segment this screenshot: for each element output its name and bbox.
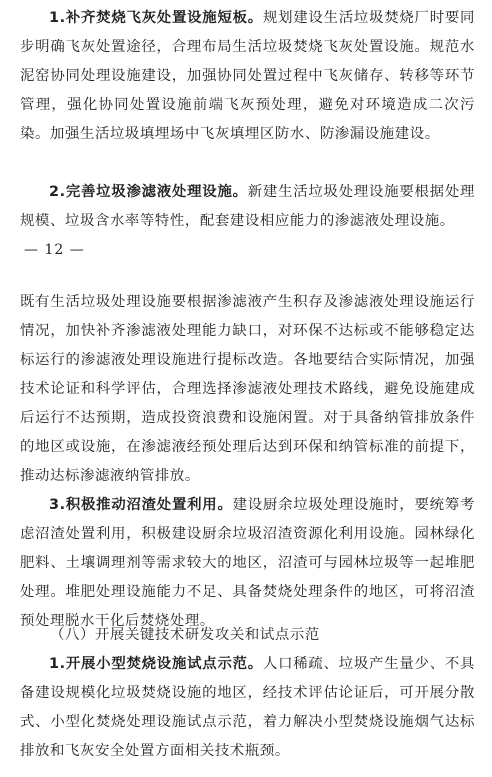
paragraph-leachate [20,178,475,236]
item-heading-biogas-residue: 3.积极推动沼渣处置利用。 [49,497,233,513]
item-body-leachate: 新建生活垃圾处理设施要根据处理规模、垃圾含水率等特性，配套建设相应能力的渗滤液处理设施。 [20,184,475,229]
paragraph-biogas-residue [20,491,475,636]
item-heading-small-incineration: 1.开展小型焚烧设施试点示范。 [49,656,263,672]
item-heading-leachate: 2.完善垃圾渗滤液处理设施。 [49,184,248,200]
item-body-small-incineration: 人口稀疏、垃圾产生量少、不具备建设规模化垃圾焚烧设施的地区，经技术评估论证后，可开展分散式、小型化焚烧处理设施试点示范，着力解决小型焚烧设施烟气达标排放和飞灰安全处置方面相关技术瓶颈。 [20,656,476,759]
paragraph-leachate-continued [20,288,475,491]
item-body-fly-ash: 规划建设生活垃圾焚烧厂时要同步明确飞灰处置途径，合理布局生活垃圾焚烧飞灰处置设施。规范水泥窑协同处理设施建设，加强协同处置过程中飞灰储存、转移等环节管理，强化协同处置设施前端飞灰预处理，避免对环境造成二次污染。加强生活垃圾填埋场中飞灰填埋区防水、防渗漏设施建设。 [20,10,476,142]
paragraph-fly-ash [20,4,475,149]
section-heading: （八）开展关键技术研发攻关和试点示范 [50,627,320,643]
continuation-text: 既有生活垃圾处理设施要根据渗滤液产生积存及渗滤液处理设施运行情况，加快补齐渗滤液处理能力缺口，对环保不达标或不能够稳定达标运行的渗滤液处理设施进行提标改造。各地要结合实际情况，加强技术论证和科学评估，合理选择渗滤液处理技术路线，避免设施建成后运行不达预期，造成投资浪费和设施闲置。对于具备纳管排放条件的地区或设施，在渗滤液经预处理后达到环保和纳管标准的前提下，推动达标渗滤液纳管排放。 [20,294,475,484]
page-number: — 12 — [24,242,85,258]
paragraph-small-incineration [20,650,475,766]
item-heading-fly-ash: 1.补齐焚烧飞灰处置设施短板。 [49,10,263,26]
item-body-biogas-residue: 建设厨余垃圾处理设施时，要统筹考虑沼渣处置利用，积极建设厨余垃圾沼渣资源化利用设施。园林绿化肥料、土壤调理剂等需求较大的地区，沼渣可与园林垃圾等一起堆肥处理。堆肥处理设施能力不足、具备焚烧处理条件的地区，可将沼渣预处理脱水干化后焚烧处理。 [20,497,475,629]
